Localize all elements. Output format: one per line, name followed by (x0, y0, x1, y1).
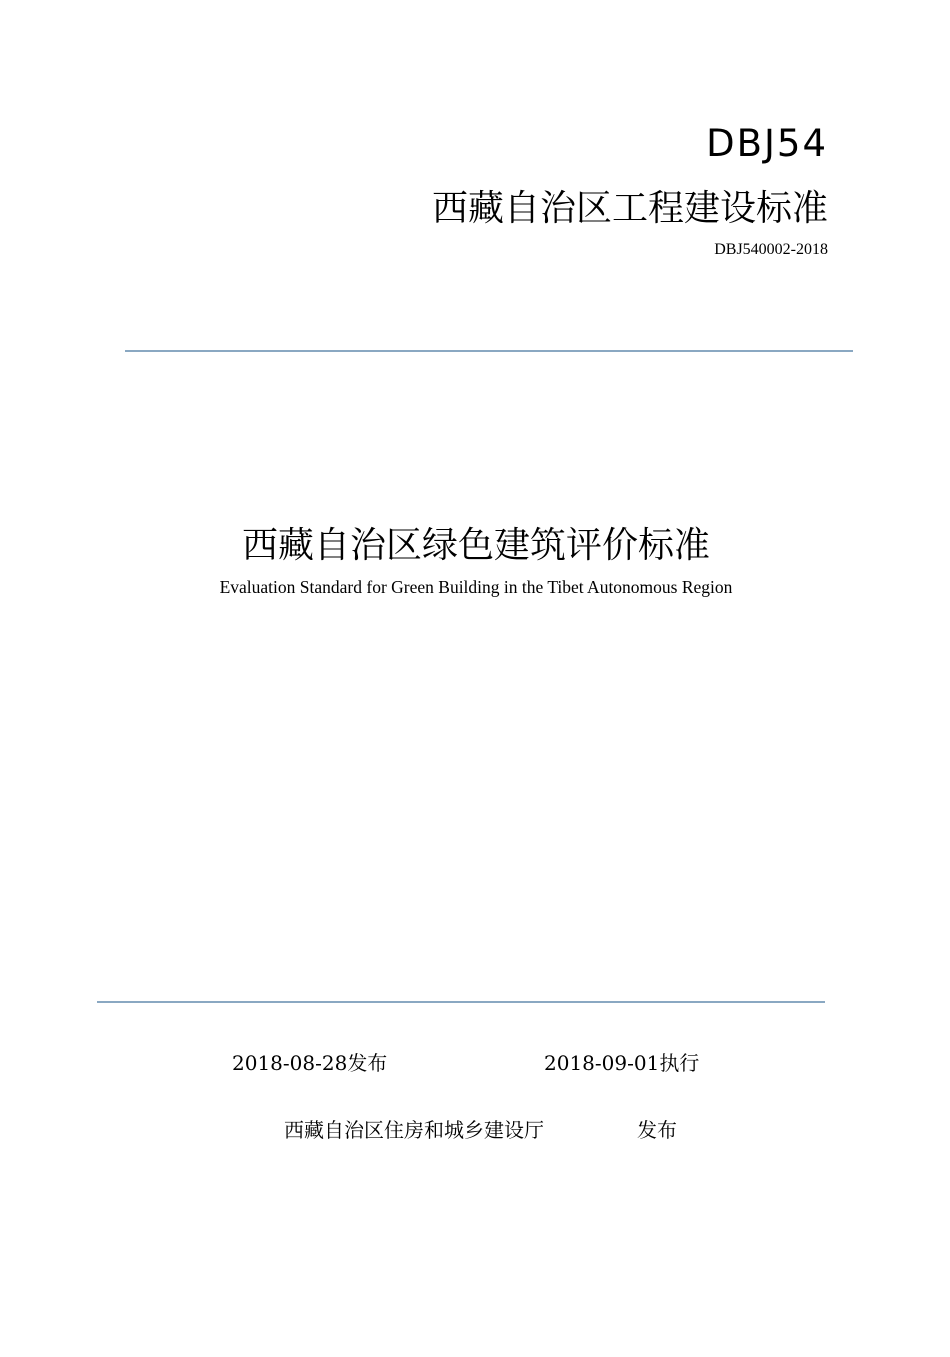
publish-date: 2018-08-28发布 (232, 1051, 388, 1075)
issue-label: 发布 (637, 1118, 677, 1142)
standard-code-prefix: DBJ54 (706, 122, 828, 165)
top-divider (125, 350, 853, 352)
standard-category: 西藏自治区工程建设标准 (431, 188, 828, 229)
document-title-chinese: 西藏自治区绿色建筑评价标准 (241, 525, 710, 566)
document-title-english: Evaluation Standard for Green Building in the Tibet Autonomous Region (219, 577, 733, 597)
issuing-authority: 西藏自治区住房和城乡建设厅 (284, 1118, 544, 1142)
implementation-date: 2018-09-01执行 (544, 1051, 700, 1075)
standard-number: DBJ540002-2018 (714, 241, 828, 258)
bottom-divider (97, 1001, 825, 1003)
